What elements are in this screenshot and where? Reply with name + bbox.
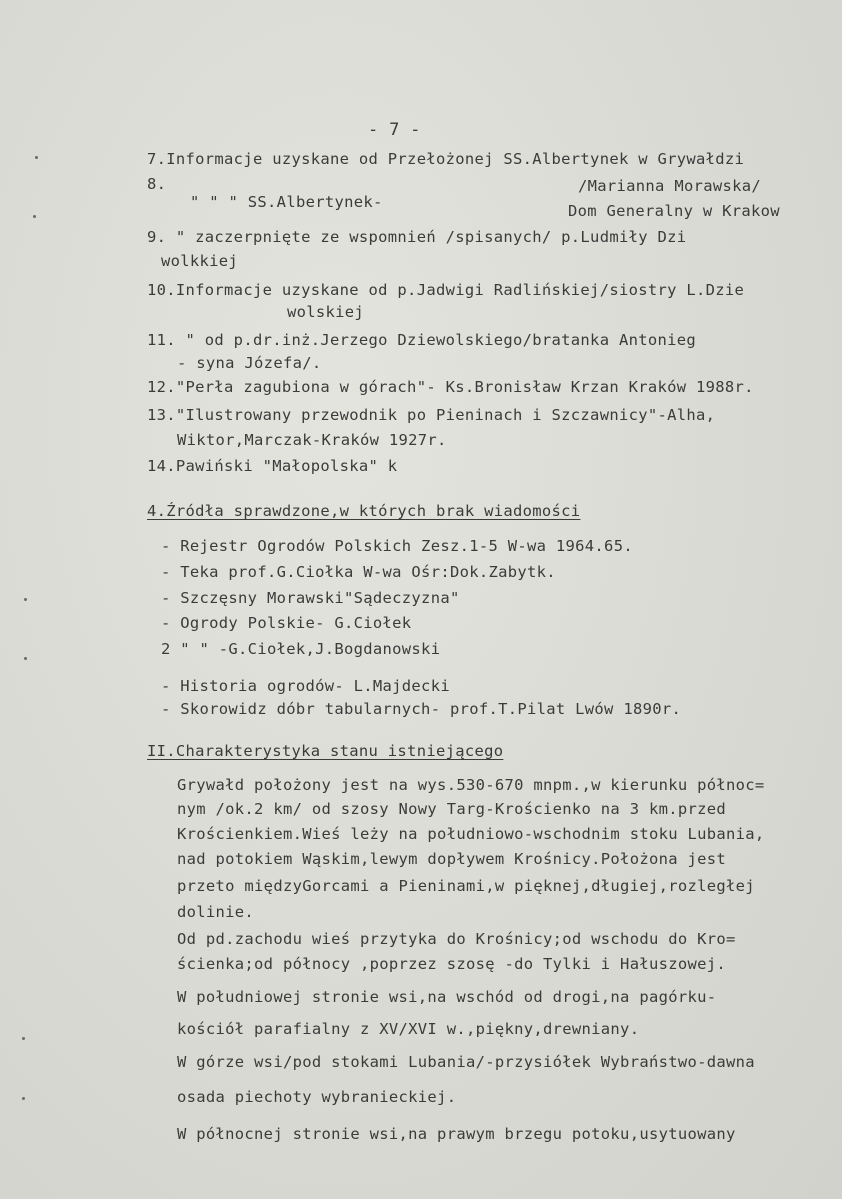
text-line: 9. " zaczerpnięte ze wspomnień /spisanych/ p.Ludmiły Dzi <box>147 228 687 246</box>
text-line: 14.Pawiński "Małopolska" k <box>147 457 398 475</box>
text-line: wolkkiej <box>161 252 239 270</box>
text-line: 10.Informacje uzyskane od p.Jadwigi Radlińskiej/siostry L.Dzie <box>147 281 745 299</box>
margin-mark <box>35 156 38 159</box>
text-line: przeto międzyGorcami a Pieninami,w pięknej,długiej,rozległej <box>177 877 755 895</box>
margin-mark <box>24 598 27 601</box>
text-line: " " " SS.Albertynek- <box>190 193 383 211</box>
list-item: - Teka prof.G.Ciołka W-wa Ośr:Dok.Zabytk. <box>161 563 556 581</box>
page-number: - 7 - <box>368 120 421 140</box>
margin-mark <box>22 1097 25 1100</box>
text-line: osada piechoty wybranieckiej. <box>177 1088 457 1106</box>
list-item: - Ogrody Polskie- G.Ciołek <box>161 614 412 632</box>
text-line: Wiktor,Marczak-Kraków 1927r. <box>177 431 447 449</box>
text-line: Dom Generalny w Krakow <box>568 202 780 220</box>
text-line: 7.Informacje uzyskane od Przełożonej SS.Albertynek w Grywałdzi <box>147 150 745 168</box>
text-line: wolskiej <box>287 303 365 321</box>
text-line: 13."Ilustrowany przewodnik po Pieninach i Szczawnicy"-Alha, <box>147 406 716 424</box>
text-line: - syna Józefa/. <box>177 354 322 372</box>
text-line: Od pd.zachodu wieś przytyka do Krośnicy;od wschodu do Kro= <box>177 930 736 948</box>
list-item: - Rejestr Ogrodów Polskich Zesz.1-5 W-wa 1964.65. <box>161 537 633 555</box>
text-line: Grywałd położony jest na wys.530-670 mnpm.,w kierunku północ= <box>177 776 765 794</box>
text-line: W północnej stronie wsi,na prawym brzegu potoku,usytuowany <box>177 1125 736 1143</box>
text-line: ścienka;od północy ,poprzez szosę -do Tylki i Hałuszowej. <box>177 955 727 973</box>
text-line: /Marianna Morawska/ <box>578 177 762 195</box>
text-line: dolinie. <box>177 903 255 921</box>
text-line: nym /ok.2 km/ od szosy Nowy Targ-Krościenko na 3 km.przed <box>177 800 727 818</box>
text-line: 12."Perła zagubiona w górach"- Ks.Bronisław Krzan Kraków 1988r. <box>147 378 754 396</box>
section-heading: 4.Źródła sprawdzone,w których brak wiadomości <box>147 502 581 520</box>
section-heading: II.Charakterystyka stanu istniejącego <box>147 742 504 760</box>
text-line: Krościenkiem.Wieś leży na południowo-wschodnim stoku Lubania, <box>177 825 765 843</box>
list-item: - Historia ogrodów- L.Majdecki <box>161 677 450 695</box>
list-item: - Szczęsny Morawski"Sądeczyzna" <box>161 589 460 607</box>
margin-mark <box>24 657 27 660</box>
margin-mark <box>33 215 36 218</box>
text-line: 11. " od p.dr.inż.Jerzego Dziewolskiego/bratanka Antonieg <box>147 331 697 349</box>
text-line: 8. <box>147 175 167 193</box>
list-item: - Skorowidz dóbr tabularnych- prof.T.Pilat Lwów 1890r. <box>161 700 682 718</box>
margin-mark <box>22 1037 25 1040</box>
text-line: W górze wsi/pod stokami Lubania/-przysiółek Wybraństwo-dawna <box>177 1053 755 1071</box>
list-item: 2 " " -G.Ciołek,J.Bogdanowski <box>161 640 441 658</box>
text-line: W południowej stronie wsi,na wschód od drogi,na pagórku- <box>177 988 717 1006</box>
text-line: kościół parafialny z XV/XVI w.,piękny,drewniany. <box>177 1020 640 1038</box>
text-line: nad potokiem Wąskim,lewym dopływem Krośnicy.Położona jest <box>177 850 727 868</box>
